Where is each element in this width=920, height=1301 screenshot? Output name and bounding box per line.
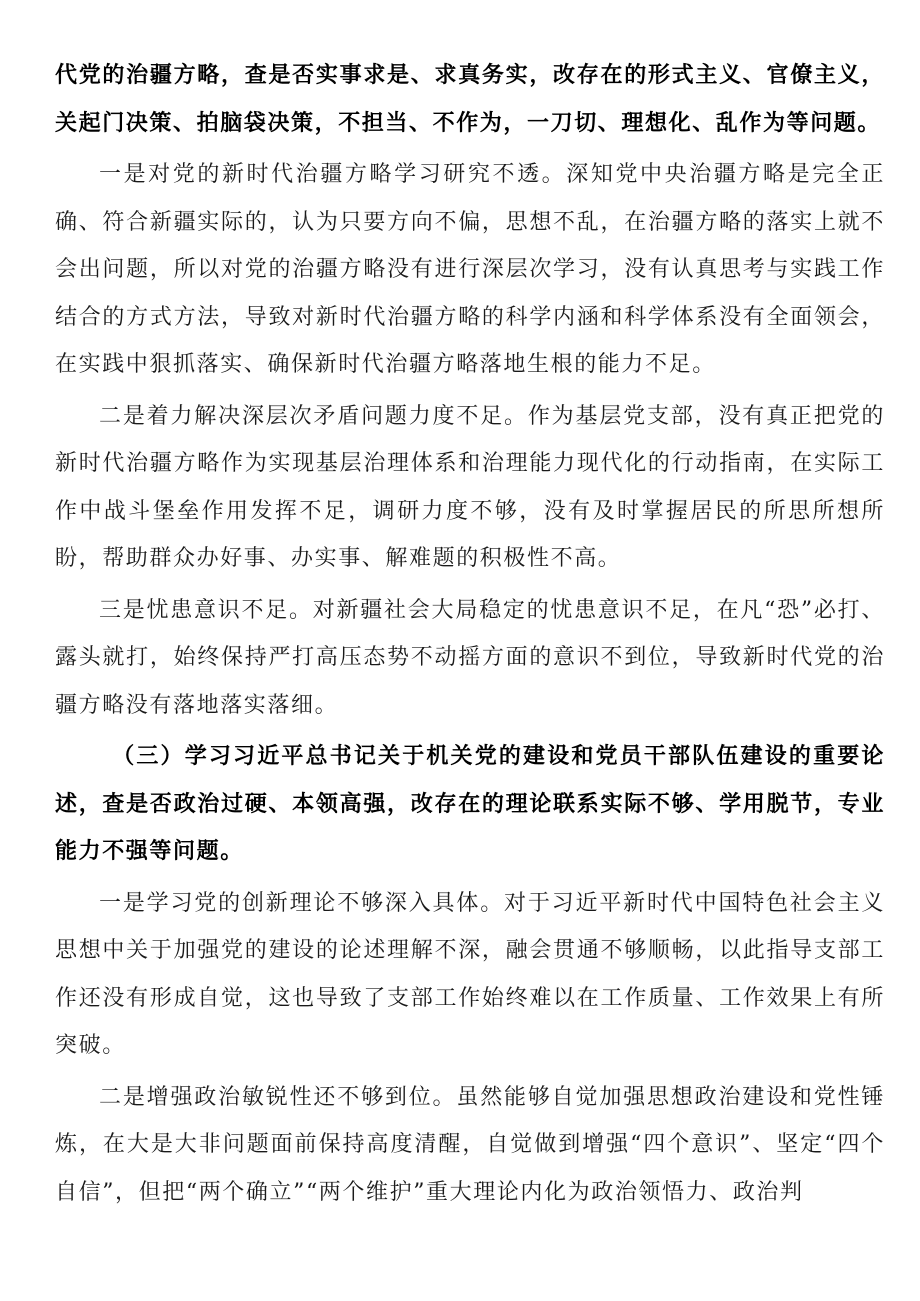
section-heading-continuation: 代党的治疆方略，查是否实事求是、求真务实，改存在的形式主义、官僚主义，关起门决策、拍脑袋决策，不担当、不作为，一刀切、理想化、乱作为等问题。: [55, 63, 885, 136]
body-paragraph: 二是着力解决深层次矛盾问题力度不足。作为基层党支部，没有真正把党的新时代治疆方略作为实现基层治理体系和治理能力现代化的行动指南，在实际工作中战斗堡垒作用发挥不足，调研力度不够，没有及时掌握居民的所思所想所盼，帮助群众办好事、办实事、解难题的积极性不高。: [55, 403, 885, 571]
body-paragraph: 一是对党的新时代治疆方略学习研究不透。深知党中央治疆方略是完全正确、符合新疆实际的，认为只要方向不偏，思想不乱，在治疆方略的落实上就不会出问题，所以对党的治疆方略没有进行深层次学习，没有认真思考与实践工作结合的方式方法，导致对新时代治疆方略的科学内涵和科学体系没有全面领会，在实践中狠抓落实、确保新时代治疆方略落地生根的能力不足。: [55, 162, 885, 377]
document-page: [55, 52, 885, 1216]
body-paragraph: 三是忧患意识不足。对新疆社会大局稳定的忧患意识不足，在凡“恐”必打、露头就打，始终保持严打高压态势不动摇方面的意识不到位，导致新时代党的治疆方略没有落地落实落细。: [55, 597, 885, 718]
body-paragraph: 一是学习党的创新理论不够深入具体。对于习近平新时代中国特色社会主义思想中关于加强党的建设的论述理解不深，融会贯通不够顺畅，以此指导支部工作还没有形成自觉，这也导致了支部工作始终难以在工作质量、工作效果上有所突破。: [55, 890, 885, 1058]
body-paragraph: 二是增强政治敏锐性还不够到位。虽然能够自觉加强思想政治建设和党性锤炼，在大是大非问题面前保持高度清醒，自觉做到增强“四个意识”、坚定“四个自信”，但把“两个确立”“两个维护”重大理论内化为政治领悟力、政治判: [55, 1084, 885, 1205]
section-heading: （三）学习习近平总书记关于机关党的建设和党员干部队伍建设的重要论述，查是否政治过硬、本领高强，改存在的理论联系实际不够、学用脱节，专业能力不强等问题。: [55, 744, 885, 864]
